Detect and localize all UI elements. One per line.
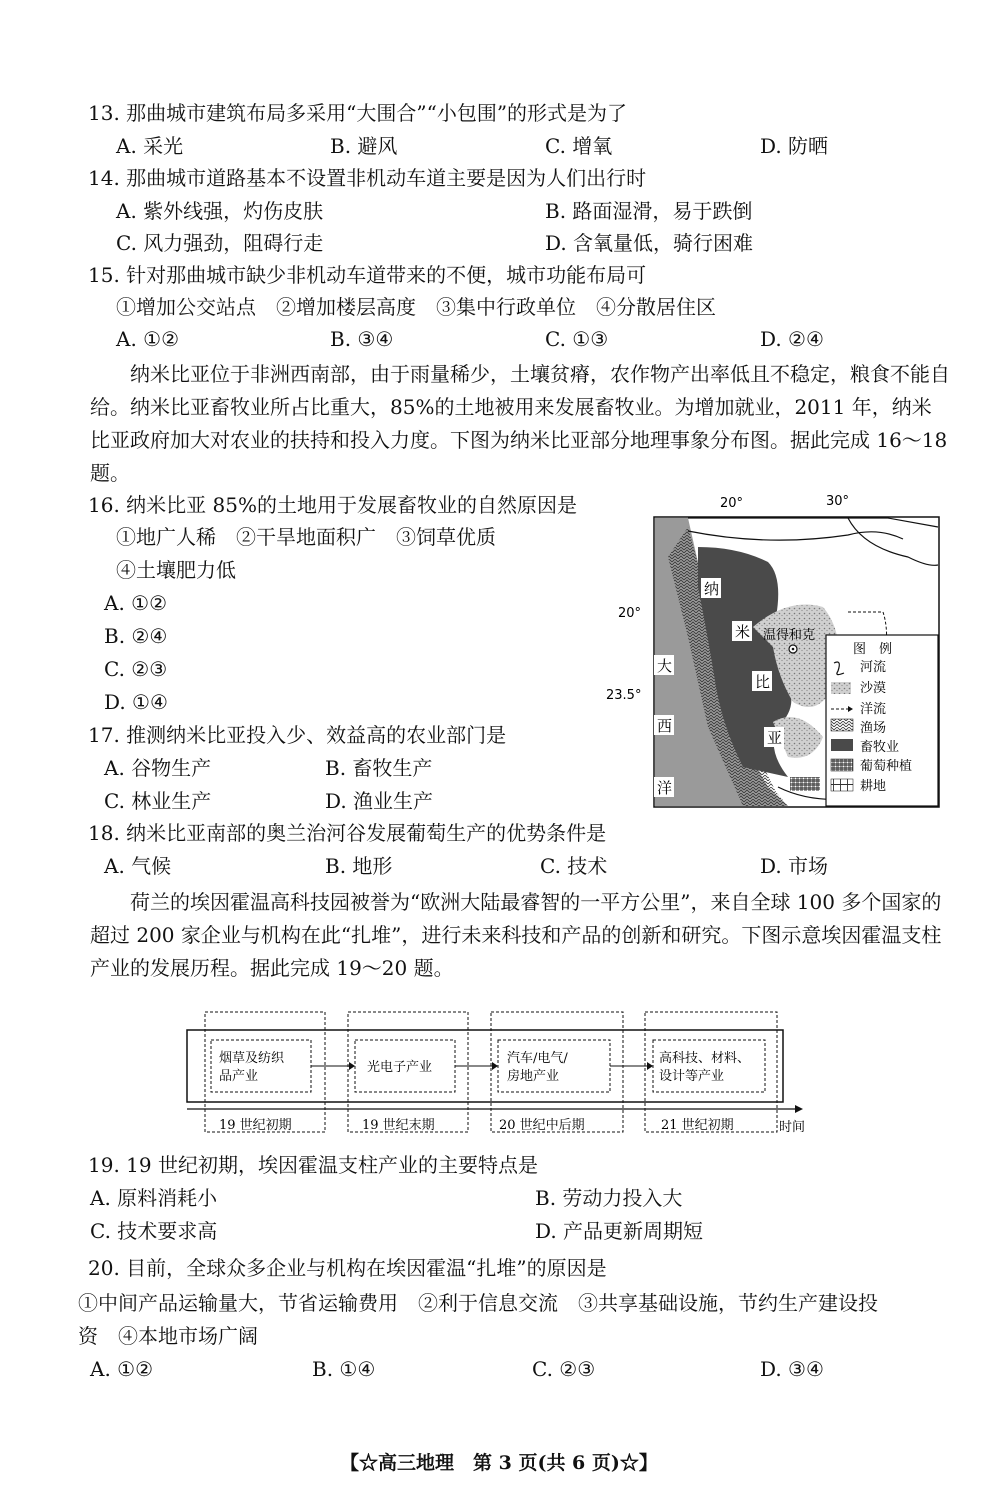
q14-stem: 14. 那曲城市道路基本不设置非机动车道主要是因为人们出行时: [88, 166, 647, 190]
q18-stem: 18. 纳米比亚南部的奥兰治河谷发展葡萄生产的优势条件是: [88, 821, 607, 845]
q17-option-c: C. 林业生产: [104, 789, 212, 813]
period-1: 19 世纪初期: [219, 1118, 292, 1133]
lon-20-label: 20°: [720, 496, 744, 511]
q16-option-d: D. ①④: [104, 690, 168, 714]
q15-option-c: C. ①③: [545, 327, 609, 351]
q19-option-a: A. 原料消耗小: [90, 1186, 218, 1210]
page-footer: 【☆高三地理 第 3 页(共 6 页)☆】: [340, 1452, 658, 1474]
q20-option-c: C. ②③: [532, 1357, 596, 1381]
eindhoven-industry-flow: [185, 1010, 825, 1140]
period-2: 19 世纪末期: [362, 1118, 435, 1133]
stage-1-line-2: 品产业: [219, 1069, 259, 1084]
q15-option-b: B. ③④: [330, 327, 394, 351]
legend-ocean-current: 洋流: [860, 702, 887, 717]
q20-items-2: 资 ④本地市场广阔: [78, 1324, 258, 1348]
ocean-char-3: 洋: [657, 779, 673, 797]
q19-option-c: C. 技术要求高: [90, 1219, 218, 1243]
legend-title: 图 例: [853, 642, 893, 657]
country-char-3: 比: [755, 673, 771, 691]
lon-30-label: 30°: [826, 494, 850, 509]
country-char-4: 亚: [767, 729, 783, 747]
lat-235-label: 23.5°: [606, 688, 642, 703]
country-char-1: 纳: [704, 580, 720, 598]
q17-option-a: A. 谷物生产: [104, 756, 212, 780]
q19-option-b: B. 劳动力投入大: [535, 1186, 683, 1210]
q16-option-a: A. ①②: [104, 591, 168, 615]
q15-option-d: D. ②④: [760, 327, 824, 351]
q16-items-2: ④土壤肥力低: [116, 558, 236, 582]
stage-4-line-1: 高科技、材料、: [659, 1051, 751, 1066]
q20-stem: 20. 目前，全球众多企业与机构在埃因霍温“扎堆”的原因是: [88, 1256, 607, 1280]
stage-2-line-1: 光电子产业: [367, 1060, 433, 1075]
q18-option-b: B. 地形: [325, 854, 393, 878]
q14-option-b: B. 路面湿滑，易于跌倒: [545, 199, 753, 223]
ocean-char-1: 大: [657, 657, 673, 675]
q16-items-1: ①地广人稀 ②干旱地面积广 ③饲草优质: [116, 525, 496, 549]
q14-option-d: D. 含氧量低，骑行困难: [545, 231, 754, 255]
q13-option-d: D. 防晒: [760, 134, 829, 158]
legend-livestock: 畜牧业: [860, 740, 900, 755]
period-4: 21 世纪初期: [661, 1118, 734, 1133]
q17-option-b: B. 畜牧生产: [325, 756, 433, 780]
stage-4-line-2: 设计等产业: [659, 1069, 725, 1084]
stage-3-line-2: 房地产业: [507, 1069, 560, 1084]
q13-stem: 13. 那曲城市建筑布局多采用“大围合”“小包围”的形式是为了: [88, 101, 628, 125]
q18-option-a: A. 气候: [104, 854, 172, 878]
legend-desert: 沙漠: [860, 681, 887, 696]
legend-grape: 葡萄种植: [860, 759, 913, 774]
q20-option-a: A. ①②: [90, 1357, 154, 1381]
q15-stem: 15. 针对那曲城市缺少非机动车道带来的不便，城市功能布局可: [88, 263, 647, 287]
passage-eindhoven: 荷兰的埃因霍温高科技园被誉为“欧洲大陆最睿智的一平方公里”，来自全球 100 多个国家的超过 200 家企业与机构在此“扎堆”，进行未来科技和产品的创新和研究。下图示意埃因霍温支柱产业的发展历程。据此完成 19～20 题。: [90, 890, 942, 980]
q18-option-d: D. 市场: [760, 854, 829, 878]
namibia-map: [606, 487, 948, 812]
q19-stem: 19. 19 世纪初期，埃因霍温支柱产业的主要特点是: [88, 1153, 538, 1177]
q16-stem: 16. 纳米比亚 85%的土地用于发展畜牧业的自然原因是: [88, 493, 577, 517]
q15-items: ①增加公交站点 ②增加楼层高度 ③集中行政单位 ④分散居住区: [116, 295, 716, 319]
q20-items-1: ①中间产品运输量大，节省运输费用 ②利于信息交流 ③共享基础设施，节约生产建设投: [78, 1291, 878, 1315]
time-axis-label: 时间: [779, 1120, 806, 1135]
q13-option-b: B. 避风: [330, 134, 398, 158]
q16-option-c: C. ②③: [104, 657, 168, 681]
country-char-2: 米: [735, 623, 751, 641]
legend-river: 河流: [860, 660, 887, 675]
legend-farmland: 耕地: [860, 779, 887, 794]
q13-option-c: C. 增氧: [545, 134, 613, 158]
q17-option-d: D. 渔业生产: [325, 789, 434, 813]
q18-option-c: C. 技术: [540, 854, 608, 878]
stage-1-line-1: 烟草及纺织: [219, 1051, 285, 1066]
lat-20-label: 20°: [618, 606, 642, 621]
q14-option-c: C. 风力强劲，阻碍行走: [116, 231, 324, 255]
q14-option-a: A. 紫外线强，灼伤皮肤: [116, 199, 324, 223]
q15-option-a: A. ①②: [116, 327, 180, 351]
q20-option-d: D. ③④: [760, 1357, 824, 1381]
q19-option-d: D. 产品更新周期短: [535, 1219, 704, 1243]
city-windhoek-label: 温得和克: [763, 628, 816, 643]
q16-option-b: B. ②④: [104, 624, 168, 648]
q20-option-b: B. ①④: [312, 1357, 376, 1381]
q17-stem: 17. 推测纳米比亚投入少、效益高的农业部门是: [88, 723, 507, 747]
q13-option-a: A. 采光: [116, 134, 184, 158]
passage-namibia: 纳米比亚位于非洲西南部，由于雨量稀少，土壤贫瘠，农作物产出率低且不稳定，粮食不能自给。纳米比亚畜牧业所占比重大，85%的土地被用来发展畜牧业。为增加就业，2011 年，纳米比亚政府加大对农业的扶持和投入力度。下图为纳米比亚部分地理事象分布图。据此完成 16～18 题。: [90, 362, 950, 485]
stage-3-line-1: 汽车/电气/: [507, 1051, 568, 1066]
ocean-char-2: 西: [657, 717, 673, 735]
period-3: 20 世纪中后期: [499, 1118, 585, 1133]
legend-fishery: 渔场: [860, 721, 887, 736]
